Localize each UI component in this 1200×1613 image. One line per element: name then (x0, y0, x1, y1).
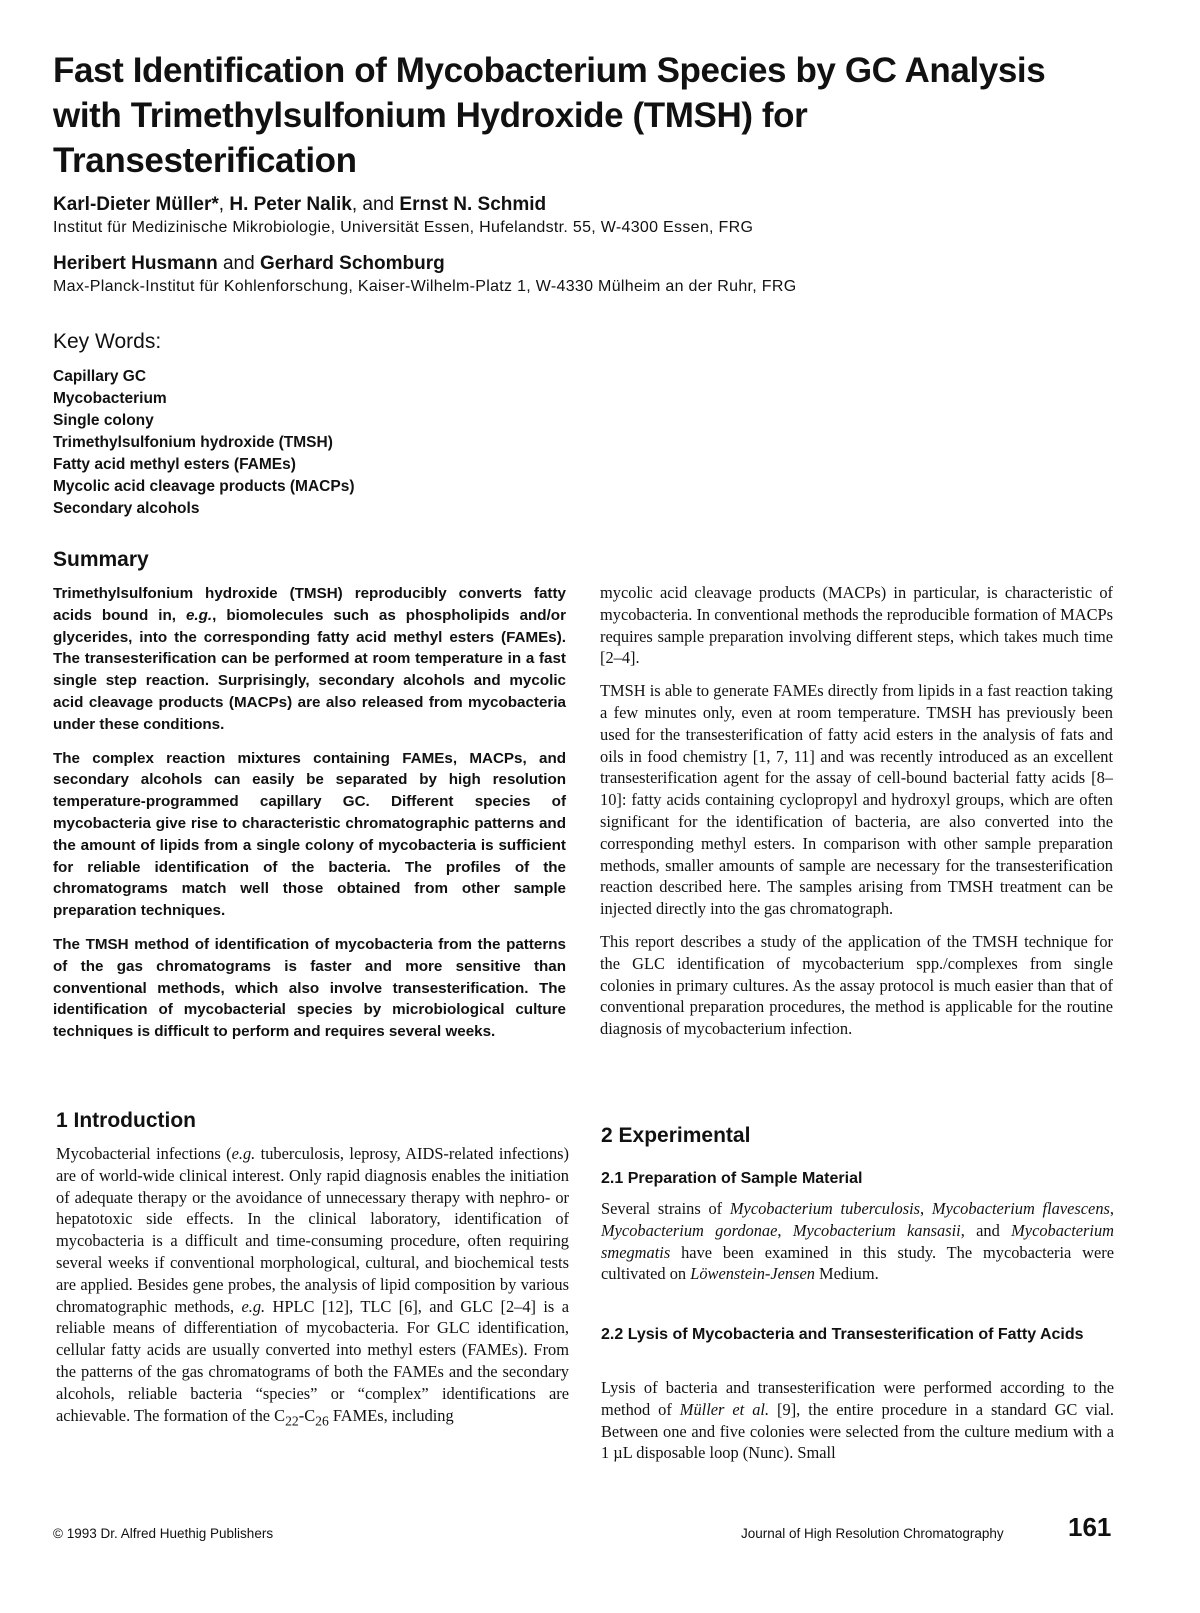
author-list: Heribert Husmann and Gerhard Schomburg (53, 253, 445, 274)
affiliation-block (53, 252, 1153, 298)
keyword: Mycobacterium (53, 390, 167, 407)
keyword: Secondary alcohols (53, 500, 200, 517)
institution: Max-Planck-Institut für Kohlenforschung, Kaiser-Wilhelm-Platz 1, W-4330 Mülheim an der Ruhr, FRG (53, 278, 797, 295)
affiliation-block (53, 193, 1153, 239)
title-line: Fast Identification of Mycobacterium Species by GC Analysis (53, 51, 1046, 90)
experimental-heading: 2 Experimental (601, 1124, 751, 1147)
institution: Institut für Medizinische Mikrobiologie, Universität Essen, Hufelandstr. 55, W-4300 Essen, FRG (53, 219, 754, 236)
body-paragraph: This report describes a study of the application of the TMSH technique for the GLC identification of mycobacterium spp./complexes from single colonies in primary cultures. As the assay protocol is much easier than that of conventional preparation procedures, the method is applicable for the routine diagnosis of mycobacterium infection. (600, 931, 1113, 1039)
summary-paragraph: The complex reaction mixtures containing FAMEs, MACPs, and secondary alcohols can easily be separated by high resolution temperature-programmed capillary GC. Different species of mycobacteria give rise to characteristic chromatographic patterns and the amount of lipids from a single colony of mycobacteria is sufficient for reliable identification of the bacteria. The profiles of the chromatograms match well those obtained from other sample preparation techniques. (53, 749, 566, 920)
author-list: Karl-Dieter Müller*, H. Peter Nalik, and Ernst N. Schmid (53, 194, 547, 215)
body-paragraph: mycolic acid cleavage products (MACPs) in particular, is characteristic of mycobacteria. In conventional methods the reproducible formation of MACPs requires sample preparation involving different steps, which takes much time [2–4]. (600, 583, 1113, 668)
title-line: Transesterification (53, 141, 357, 180)
page-number: 161 (1068, 1512, 1112, 1542)
summary-paragraph: Trimethylsulfonium hydroxide (TMSH) reproducibly converts fatty acids bound in, e.g., biomolecules such as phospholipids and/or glycerides, into the corresponding fatty acid methyl esters (FAMEs). The transesterification can be performed at room temperature in a fast single step reaction. Surprisingly, secondary alcohols and mycolic acid cleavage products (MACPs) are also released from mycobacteria under these conditions. (53, 585, 566, 733)
keyword: Capillary GC (53, 368, 147, 385)
body-paragraph: Several strains of Mycobacterium tuberculosis, Mycobacterium flavescens, Mycobacterium gordonae, Mycobacterium kansasii, and Mycobacterium smegmatis have been examined in this study. The mycobacteria were cultivated on Löwenstein-Jensen Medium. (601, 1199, 1115, 1284)
keyword: Trimethylsulfonium hydroxide (TMSH) (53, 434, 333, 451)
body-paragraph: Mycobacterial infections (e.g. tuberculosis, leprosy, AIDS-related infections) are of world-wide clinical interest. Only rapid diagnosis enables the initiation of adequate therapy or the avoidance of unnecessary therapy with nephro- or hepatotoxic side effects. In the clinical laboratory, identification of mycobacteria is a difficult and time-consuming procedure, often requiring several weeks if conventional morphological, cultural, and biochemical tests are applied. Besides gene probes, the analysis of lipid composition by various chromatographic methods, e.g. HPLC [12], TLC [6], and GLC [2–4] is a reliable means of differentiation of mycobacteria. For GLC identification, cellular fatty acids are usually converted into methyl esters (FAMEs). From the patterns of the gas chromatograms of both the FAMEs and the secondary alcohols, reliable bacteria “species” or “complex” identifications are achievable. The formation of the $C_{22}-C_{26}$ FAMEs, including (56, 1144, 569, 1428)
section-2-1-heading: 2.1 Preparation of Sample Material (601, 1170, 863, 1187)
keyword: Fatty acid methyl esters (FAMEs) (53, 456, 296, 473)
summary-paragraph: The TMSH method of identification of mycobacteria from the patterns of the gas chromatograms is faster and more sensitive than conventional methods, which also involve transesterification. The identification of mycobacterial species by microbiological culture techniques is difficult to perform and requires several weeks. (53, 935, 566, 1041)
section-2-2-heading: 2.2 Lysis of Mycobacteria and Transesterification of Fatty Acids (601, 1326, 1084, 1343)
keyword: Single colony (53, 412, 154, 429)
title-line: with Trimethylsulfonium Hydroxide (TMSH) for (53, 96, 808, 135)
summary-heading: Summary (53, 548, 149, 571)
right-column-text (600, 582, 1113, 1051)
journal-name: Journal of High Resolution Chromatography (741, 1526, 1004, 1541)
keywords-heading: Key Words: (53, 330, 162, 353)
copyright-notice: © 1993 Dr. Alfred Huethig Publishers (53, 1526, 274, 1541)
keywords-list (53, 366, 354, 520)
introduction-text (56, 1143, 569, 1443)
body-paragraph: Lysis of bacteria and transesterification were performed according to the method of Müller et al. [9], the entire procedure in a standard GC vial. Between one and five colonies were selected from the culture medium with a 1 µL disposable loop (Nunc). Small (601, 1378, 1114, 1463)
introduction-heading: 1 Introduction (56, 1109, 196, 1132)
keyword: Mycolic acid cleavage products (MACPs) (53, 478, 355, 495)
paper-title (53, 48, 1163, 183)
body-paragraph: TMSH is able to generate FAMEs directly from lipids in a fast reaction taking a few minutes only, even at room temperature. TMSH has previously been used for the transesterification of fatty acid esters in the analysis of fats and oils in food chemistry [1, 7, 11] and was recently introduced as an excellent transesterification agent for the assay of cell-bound bacterial fatty acids [8–10]: fatty acids containing cyclopropyl and hydroxyl groups, which are often significant for the identification of bacteria, are also converted into the corresponding methyl esters. In comparison with other sample preparation methods, smaller amounts of sample are necessary for the transesterification reaction described here. The samples arising from TMSH treatment can be injected directly into the gas chromatograph. (600, 681, 1113, 919)
summary-text (53, 583, 566, 1055)
section-2-1-text (601, 1198, 1114, 1296)
section-2-2-text (601, 1377, 1114, 1475)
